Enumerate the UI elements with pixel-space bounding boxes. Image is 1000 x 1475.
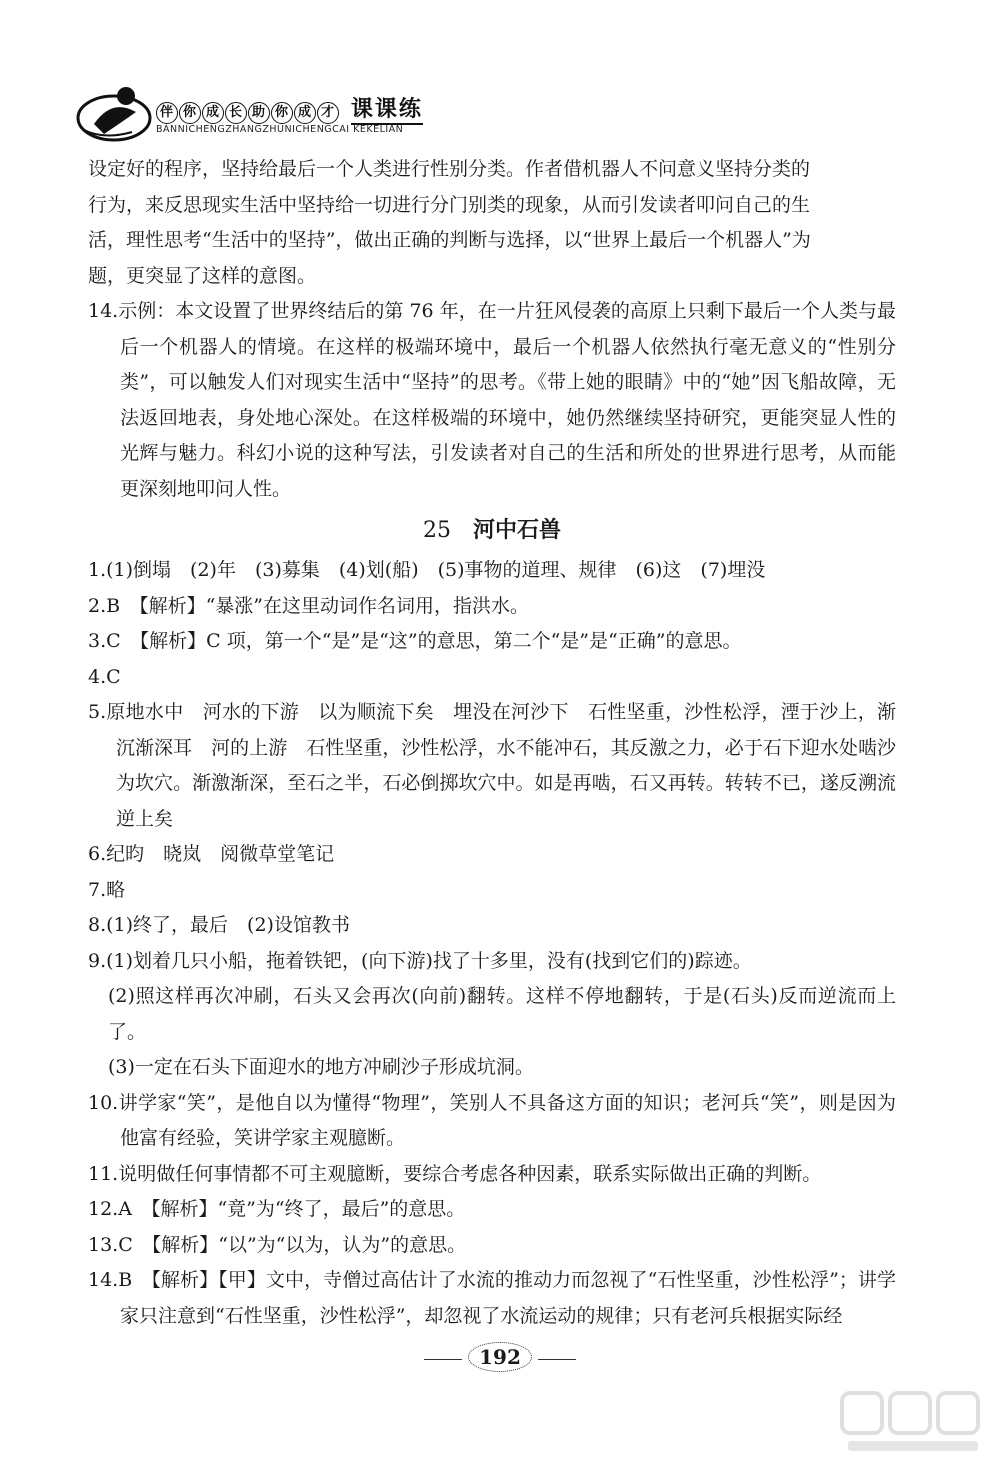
answer-item: 12.A 【解析】“竟”为“终了，最后”的意思。: [88, 1198, 466, 1220]
slogan-char: 助: [248, 102, 270, 124]
slogan-char: 你: [179, 102, 201, 124]
slogan-char: 伴: [156, 102, 178, 124]
slogan-char: 才: [317, 102, 339, 124]
answer-content: [88, 152, 896, 1334]
header-pinyin: BANNICHENGZHANGZHUNICHENGCAI KEKELIAN: [156, 124, 404, 135]
answer-item: 4.C: [88, 665, 121, 688]
answer-item: 9.(1)划着几只小船，拖着铁钯，(向下游)找了十多里，没有(找到它们的)踪迹。: [88, 949, 752, 972]
watermark-logo-icon: [838, 1387, 988, 1457]
answer-item: 13.C 【解析】“以”为“以为，认为”的意思。: [88, 1233, 467, 1256]
slogan-char: 成: [294, 102, 316, 124]
page-number: 192: [468, 1342, 532, 1372]
answer-item: 6.纪昀 晓岚 阅微草堂笔记: [88, 843, 335, 865]
slogan-char: 成: [202, 102, 224, 124]
section-title: [88, 511, 896, 551]
brand-name: 课课练: [351, 92, 423, 125]
slogan-char: 你: [271, 102, 293, 124]
slogan-char: 长: [225, 102, 247, 124]
answer-item: 10.讲学家“笑”，是他自以为懂得“物理”，笑别人不具备这方面的知识；老河兵“笑”，则是因为他富有经验，笑讲学家主观臆断。: [88, 1091, 896, 1149]
q13-continuation-line: 行为，来反思现实生活中坚持给一切进行分门别类的现象，从而引发读者叩问自己的生: [88, 193, 811, 216]
book-header: [74, 78, 594, 150]
answer-item: 14.示例：本文设置了世界终结后的第 76 年，在一片狂风侵袭的高原上只剩下最后一个人类与最后一个机器人的情境。在这样的极端环境中，最后一个机器人依然执行毫无意义的“性别分类”，可以触发人们对现实生活中“坚持”的思考。《带上她的眼睛》中的“她”因飞船故障，无法返回地表，身处地心深处。在这样极端的环境中，她仍然继续坚持研究，更能突显人性的光辉与魅力。科幻小说的这种写法，引发读者对自己的生活和所处的世界进行思考，从而能更深刻地叩问人性。: [88, 300, 896, 500]
page-footer: [0, 1342, 1000, 1372]
footer-rule: [538, 1359, 576, 1360]
answer-item: 1.(1)倒塌 (2)年 (3)募集 (4)划(船) (5)事物的道理、规律 (6)这 (7)埋没: [88, 559, 766, 581]
running-figure-logo-icon: [74, 78, 154, 148]
answer-subitem: (2)照这样再次冲刷，石头又会再次(向前)翻转。这样不停地翻转，于是(石头)反而逆流而上了。: [108, 985, 896, 1043]
answer-item: 11.说明做任何事情都不可主观臆断，要综合考虑各种因素，联系实际做出正确的判断。: [88, 1162, 822, 1185]
answer-item: 5.原地水中 河水的下游 以为顺流下矣 埋没在河沙下 石性坚重，沙性松浮，湮于沙上，渐沉渐深耳 河的上游 石性坚重，沙性松浮，水不能冲石，其反激之力，必于石下迎水处啮沙为坎穴。渐激渐深，至石之半，石必倒掷坎穴中。如是再啮，石又再转。转转不已，遂反溯流逆上矣: [88, 701, 896, 830]
answer-item: 3.C 【解析】C 项，第一个“是”是“这”的意思，第二个“是”是“正确”的意思。: [88, 630, 742, 652]
answer-item: 14.B 【解析】【甲】文中，寺僧过高估计了水流的推动力而忽视了“石性坚重，沙性松浮”；讲学家只注意到“石性坚重，沙性松浮”，却忽视了水流运动的规律；只有老河兵根据实际经: [88, 1269, 896, 1327]
section-title-text: 河中石兽: [472, 518, 561, 543]
q13-continuation-line: 活，理性思考“生活中的坚持”，做出正确的判断与选择，以“世界上最后一个机器人”为: [88, 229, 811, 251]
q13-continuation-line: 题，更突显了这样的意图。: [88, 264, 317, 287]
answer-item: 7.略: [88, 878, 126, 901]
footer-rule: [424, 1359, 462, 1360]
answer-item: 2.B 【解析】“暴涨”在这里动词作名词用，指洪水。: [88, 594, 530, 617]
answer-item: 8.(1)终了，最后 (2)设馆教书: [88, 914, 350, 936]
q13-continuation-line: 设定好的程序，坚持给最后一个人类进行性别分类。作者借机器人不问意义坚持分类的: [88, 158, 811, 180]
header-slogan: [156, 92, 423, 125]
answer-subitem: (3)一定在石头下面迎水的地方冲刷沙子形成坑洞。: [108, 1056, 534, 1078]
section-number: 25: [422, 518, 451, 543]
